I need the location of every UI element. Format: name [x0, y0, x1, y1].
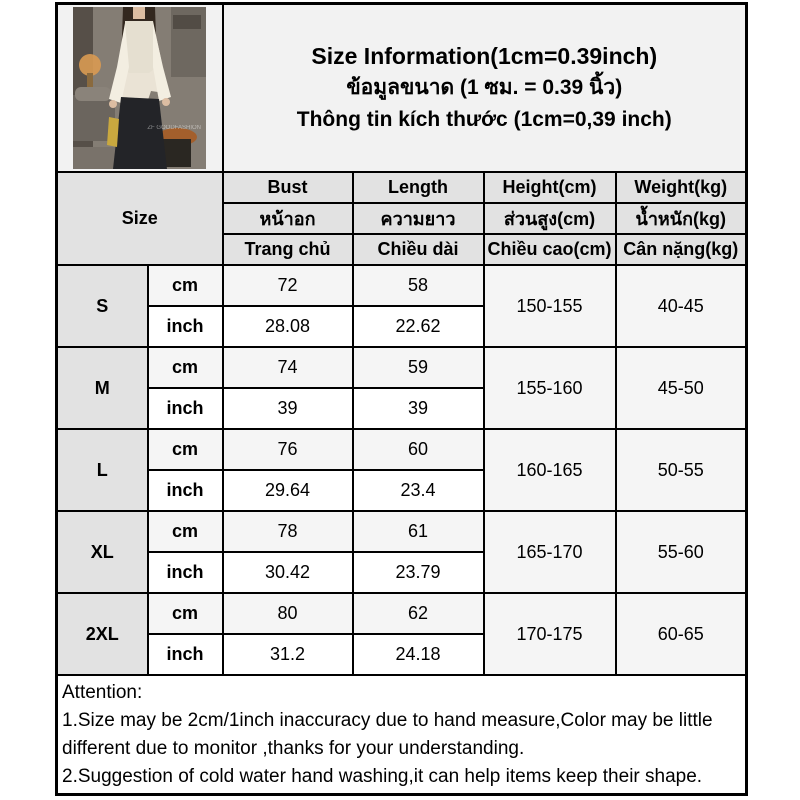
col-header-bust-th: หน้าอก [223, 203, 353, 234]
L-height: 160-165 [484, 429, 616, 511]
size-label-L: L [57, 429, 148, 511]
2XL-bust-inch: 31.2 [223, 634, 353, 675]
size-header: Size [57, 172, 223, 265]
unit-inch: inch [148, 552, 223, 593]
col-header-length-vi: Chiều dài [353, 234, 484, 265]
XL-bust-cm: 78 [223, 511, 353, 552]
S-length-cm: 58 [353, 265, 484, 306]
unit-inch: inch [148, 306, 223, 347]
2XL-weight: 60-65 [616, 593, 747, 675]
row-XL-cm [57, 511, 747, 552]
unit-cm: cm [148, 511, 223, 552]
col-header-height-vi: Chiều cao(cm) [484, 234, 616, 265]
L-bust-inch: 29.64 [223, 470, 353, 511]
col-header-height-en: Height(cm) [484, 172, 616, 203]
M-length-cm: 59 [353, 347, 484, 388]
col-header-weight-en: Weight(kg) [616, 172, 747, 203]
M-bust-inch: 39 [223, 388, 353, 429]
product-photo [73, 7, 206, 169]
M-length-inch: 39 [353, 388, 484, 429]
attention-row [57, 675, 747, 795]
unit-cm: cm [148, 429, 223, 470]
attention-heading: Attention: [62, 682, 143, 703]
XL-bust-inch: 30.42 [223, 552, 353, 593]
unit-inch: inch [148, 634, 223, 675]
col-header-length-th: ความยาว [353, 203, 484, 234]
header-row-english [57, 172, 747, 203]
size-label-2XL: 2XL [57, 593, 148, 675]
unit-inch: inch [148, 388, 223, 429]
XL-length-cm: 61 [353, 511, 484, 552]
L-length-inch: 23.4 [353, 470, 484, 511]
size-label-S: S [57, 265, 148, 347]
col-header-height-th: ส่วนสูง(cm) [484, 203, 616, 234]
size-label-M: M [57, 347, 148, 429]
photo-watermark: ZF GOODFASHION [147, 125, 202, 131]
size-label-XL: XL [57, 511, 148, 593]
attention-note-2: 2.Suggestion of cold water hand washing,it can help items keep their shape. [62, 766, 703, 787]
M-weight: 45-50 [616, 347, 747, 429]
2XL-bust-cm: 80 [223, 593, 353, 634]
unit-cm: cm [148, 347, 223, 388]
unit-cm: cm [148, 593, 223, 634]
M-height: 155-160 [484, 347, 616, 429]
attention-note-1: 1.Size may be 2cm/1inch inaccuracy due to hand measure,Color may be little different due to monitor ,thanks for your understanding. [62, 710, 713, 759]
L-weight: 50-55 [616, 429, 747, 511]
col-header-length-en: Length [353, 172, 484, 203]
row-M-cm [57, 347, 747, 388]
S-weight: 40-45 [616, 265, 747, 347]
title-english: Size Information(1cm=0.39inch) [311, 43, 658, 69]
title-row [57, 4, 747, 173]
2XL-length-cm: 62 [353, 593, 484, 634]
S-bust-cm: 72 [223, 265, 353, 306]
col-header-weight-vi: Cân nặng(kg) [616, 234, 747, 265]
col-header-weight-th: น้ำหนัก(kg) [616, 203, 747, 234]
title-cell [223, 4, 747, 173]
S-height: 150-155 [484, 265, 616, 347]
L-bust-cm: 76 [223, 429, 353, 470]
col-header-bust-vi: Trang chủ [223, 234, 353, 265]
XL-length-inch: 23.79 [353, 552, 484, 593]
unit-inch: inch [148, 470, 223, 511]
row-2XL-cm [57, 593, 747, 634]
row-L-cm [57, 429, 747, 470]
XL-height: 165-170 [484, 511, 616, 593]
attention-cell [57, 675, 747, 795]
S-bust-inch: 28.08 [223, 306, 353, 347]
size-table [55, 2, 748, 796]
product-photo-cell [57, 4, 223, 173]
title-thai: ข้อมูลขนาด (1 ซม. = 0.39 นิ้ว) [346, 76, 623, 99]
L-length-cm: 60 [353, 429, 484, 470]
M-bust-cm: 74 [223, 347, 353, 388]
row-S-cm [57, 265, 747, 306]
S-length-inch: 22.62 [353, 306, 484, 347]
2XL-length-inch: 24.18 [353, 634, 484, 675]
unit-cm: cm [148, 265, 223, 306]
XL-weight: 55-60 [616, 511, 747, 593]
2XL-height: 170-175 [484, 593, 616, 675]
title-vietnamese: Thông tin kích thước (1cm=0,39 inch) [296, 108, 672, 131]
col-header-bust-en: Bust [223, 172, 353, 203]
